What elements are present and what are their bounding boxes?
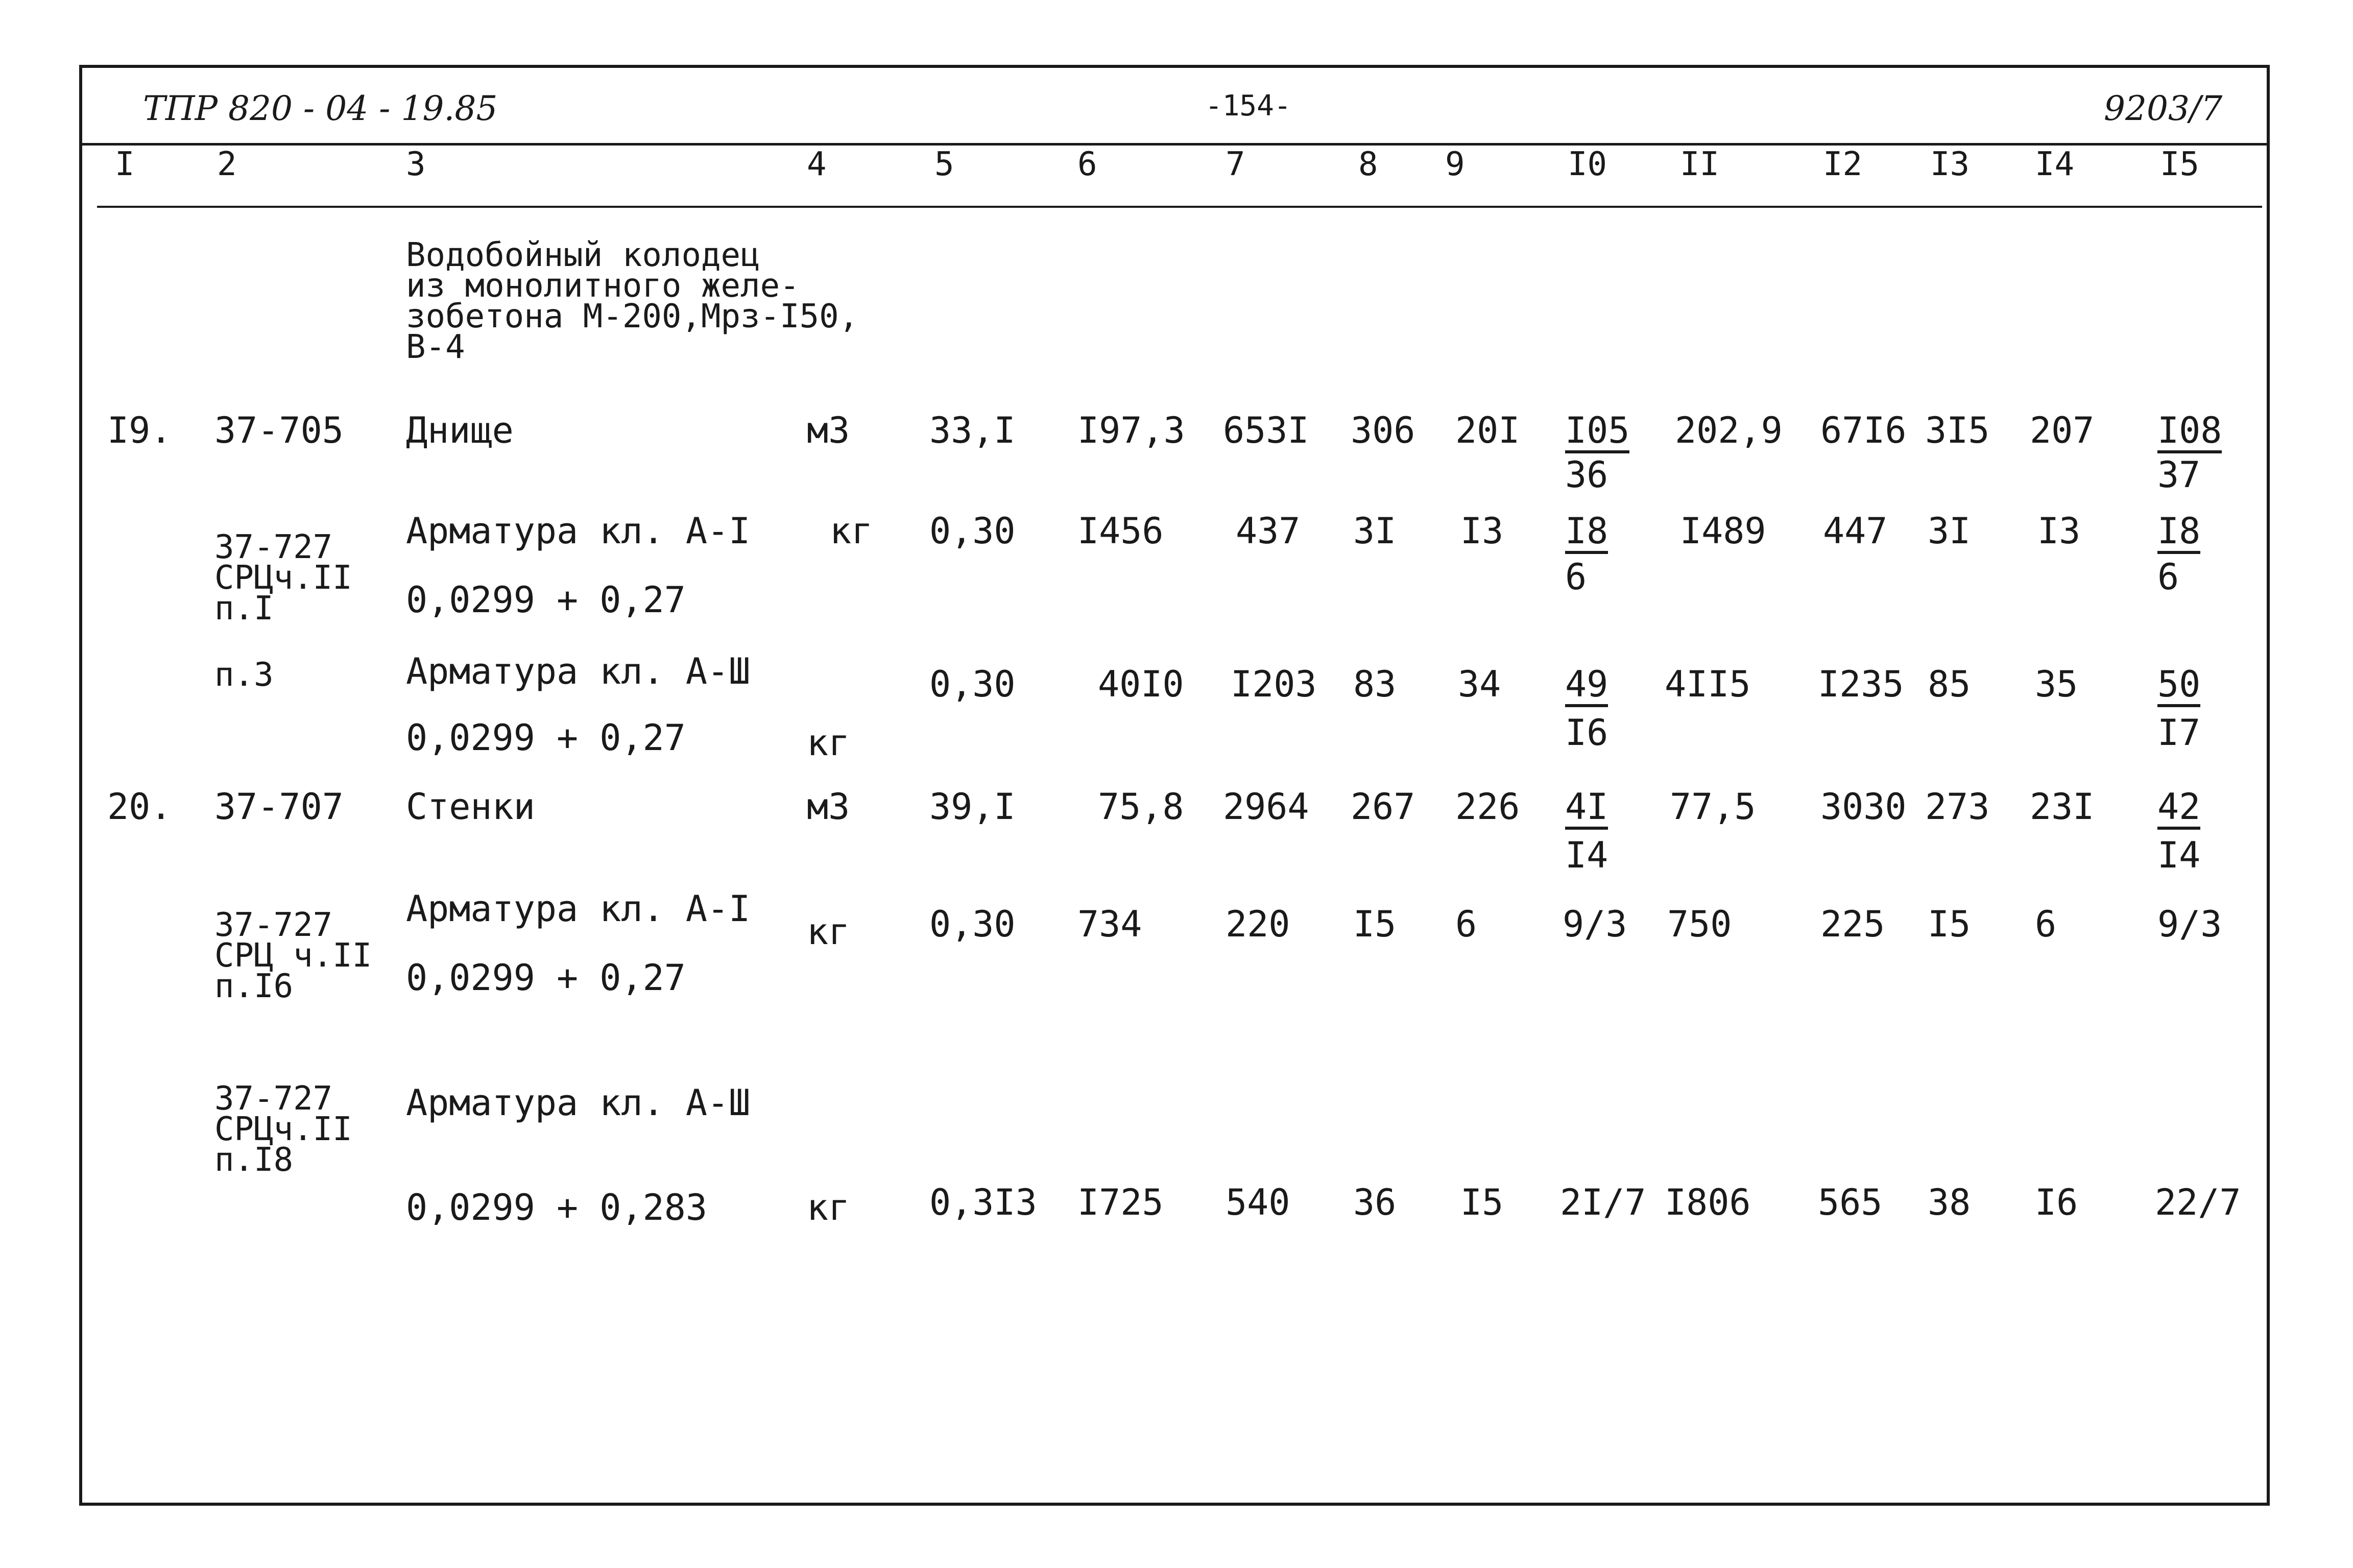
section-title-line-3: зобетона М-200,Мрз-I50, (406, 298, 859, 335)
unit: кг (807, 722, 850, 764)
section-title-line-4: В-4 (406, 328, 465, 366)
c9-value: I3 (1460, 510, 1504, 552)
col-4: 4 (807, 146, 827, 183)
c11-value: 77,5 (1670, 786, 1756, 828)
c12-value: 565 (1818, 1181, 1883, 1223)
c7-value: 2964 (1223, 786, 1309, 828)
col-6: 6 (1077, 146, 1097, 183)
c12-value: 67I6 (1820, 409, 1907, 451)
quantity: 0,30 (929, 903, 1016, 945)
norm-code-line-2: СРЦ ч.II (214, 937, 372, 975)
col-11: II (1680, 146, 1720, 183)
norm-code-line-1: 37-727 (214, 528, 333, 566)
work-name: Арматура кл. А-Ш (406, 650, 751, 692)
section-title-line-2: из монолитного желе- (406, 267, 800, 305)
c15-numerator: I08 (2157, 413, 2222, 453)
c10-bottom: I4 (1565, 834, 1608, 876)
c12-value: 3030 (1820, 786, 1907, 828)
col-13: I3 (1930, 146, 1970, 183)
quantity: 33,I (929, 409, 1016, 451)
doc-code: ТПР 820 - 04 - 19.85 (143, 89, 498, 128)
c8-value: 36 (1353, 1181, 1397, 1223)
c15-numerator: 50 (2157, 666, 2200, 707)
c8-value: I5 (1353, 903, 1397, 945)
unit: кг (807, 911, 850, 953)
c9-value: 34 (1458, 663, 1501, 705)
col-10: I0 (1568, 146, 1607, 183)
c11-value: 4II5 (1665, 663, 1751, 705)
c12-value: I235 (1818, 663, 1904, 705)
c10-top (1565, 786, 1608, 830)
col-8: 8 (1358, 146, 1378, 183)
row-number: 20. (107, 786, 172, 828)
c10-value: 9/3 (1563, 903, 1627, 945)
c15-top (2157, 409, 2222, 453)
work-name: Днище (406, 409, 514, 451)
quantity: 39,I (929, 786, 1016, 828)
c14-value: 6 (2035, 903, 2057, 945)
c8-value: 83 (1353, 663, 1397, 705)
c13-value: 38 (1928, 1181, 1971, 1223)
c15-top (2157, 786, 2201, 830)
col-5: 5 (934, 146, 954, 183)
column-divider (97, 206, 2262, 208)
formula: 0,0299 + 0,27 (406, 579, 686, 621)
col-15: I5 (2160, 146, 2200, 183)
c9-value: 226 (1455, 786, 1520, 828)
c10-numerator: I8 (1565, 513, 1608, 554)
c8-value: 306 (1351, 409, 1415, 451)
c10-value: 2I/7 (1560, 1181, 1646, 1223)
c14-value: I6 (2035, 1181, 2078, 1223)
page-number: -154- (1205, 89, 1291, 123)
c15-top (2157, 663, 2201, 707)
c14-value: 35 (2035, 663, 2078, 705)
c15-bottom: I4 (2157, 834, 2201, 876)
c11-value: I489 (1680, 510, 1766, 552)
c15-bottom: I7 (2157, 712, 2201, 754)
c10-numerator: 4I (1565, 789, 1608, 830)
col-3: 3 (406, 146, 426, 183)
c10-top (1565, 663, 1608, 707)
c11-value: 202,9 (1675, 409, 1783, 451)
c13-value: 3I5 (1925, 409, 1990, 451)
c15-numerator: I8 (2157, 513, 2200, 554)
c12-value: 447 (1823, 510, 1888, 552)
c9-value: I5 (1460, 1181, 1504, 1223)
c6-value: I456 (1077, 510, 1164, 552)
c13-value: 273 (1925, 786, 1990, 828)
norm-code-line-3: п.I6 (214, 968, 294, 1005)
c10-top (1565, 510, 1608, 554)
norm-code: 37-705 (214, 409, 344, 451)
norm-code-line-3: п.I (214, 590, 274, 628)
norm-code-line-3: п.I8 (214, 1141, 294, 1179)
norm-code: п.3 (214, 656, 274, 694)
unit: м3 (807, 409, 850, 451)
quantity: 0,3I3 (929, 1181, 1037, 1223)
c9-value: 20I (1455, 409, 1520, 451)
c10-bottom: 36 (1565, 454, 1608, 496)
c15-top (2157, 510, 2201, 554)
work-name: Арматура кл. А-Ш (406, 1082, 751, 1124)
c7-value: 540 (1226, 1181, 1290, 1223)
c10-bottom: I6 (1565, 712, 1608, 754)
c10-numerator: 49 (1565, 666, 1608, 707)
c6-value: 75,8 (1098, 786, 1184, 828)
c7-value: 437 (1236, 510, 1301, 552)
c14-value: 207 (2030, 409, 2095, 451)
c7-value: 653I (1223, 409, 1309, 451)
c15-value: 9/3 (2157, 903, 2222, 945)
c8-value: 3I (1353, 510, 1397, 552)
c6-value: 40I0 (1098, 663, 1184, 705)
work-name: Арматура кл. А-I (406, 510, 751, 552)
quantity: 0,30 (929, 510, 1016, 552)
norm-code-line-2: СРЦч.II (214, 1111, 352, 1148)
formula: 0,0299 + 0,27 (406, 717, 686, 759)
c13-value: 85 (1928, 663, 1971, 705)
c8-value: 267 (1351, 786, 1415, 828)
norm-code-line-1: 37-727 (214, 1080, 333, 1118)
c10-top (1565, 409, 1630, 453)
c12-value: 225 (1820, 903, 1885, 945)
c15-bottom: 6 (2157, 556, 2179, 598)
c13-value: I5 (1928, 903, 1971, 945)
formula: 0,0299 + 0,283 (406, 1187, 708, 1228)
c15-numerator: 42 (2157, 789, 2200, 830)
unit: кг (807, 1187, 850, 1228)
unit: м3 (807, 786, 850, 828)
c14-value: 23I (2030, 786, 2095, 828)
work-name: Арматура кл. А-I (406, 888, 751, 930)
col-1: I (115, 146, 135, 183)
row-number: I9. (107, 409, 172, 451)
c6-value: I97,3 (1077, 409, 1185, 451)
c11-value: 750 (1667, 903, 1732, 945)
section-title-line-1: Водобойный колодец (406, 236, 760, 274)
quantity: 0,30 (929, 663, 1016, 705)
col-14: I4 (2035, 146, 2075, 183)
col-12: I2 (1823, 146, 1863, 183)
c11-value: I806 (1665, 1181, 1751, 1223)
c7-value: 220 (1226, 903, 1290, 945)
c7-value: I203 (1231, 663, 1317, 705)
c6-value: 734 (1077, 903, 1142, 945)
c10-numerator: I05 (1565, 413, 1629, 453)
formula: 0,0299 + 0,27 (406, 957, 686, 999)
norm-code-line-2: СРЦч.II (214, 559, 352, 597)
norm-code-line-1: 37-727 (214, 906, 333, 944)
sheet-number: 9203/7 (2104, 89, 2223, 128)
c13-value: 3I (1928, 510, 1971, 552)
col-2: 2 (217, 146, 237, 183)
norm-code: 37-707 (214, 786, 344, 828)
c15-value: 22/7 (2155, 1181, 2241, 1223)
unit: кг (830, 510, 873, 552)
c9-value: 6 (1455, 903, 1477, 945)
col-7: 7 (1226, 146, 1245, 183)
c15-bottom: 37 (2157, 454, 2201, 496)
c14-value: I3 (2037, 510, 2081, 552)
c6-value: I725 (1077, 1181, 1164, 1223)
work-name: Стенки (406, 786, 535, 828)
c10-bottom: 6 (1565, 556, 1587, 598)
col-9: 9 (1445, 146, 1465, 183)
